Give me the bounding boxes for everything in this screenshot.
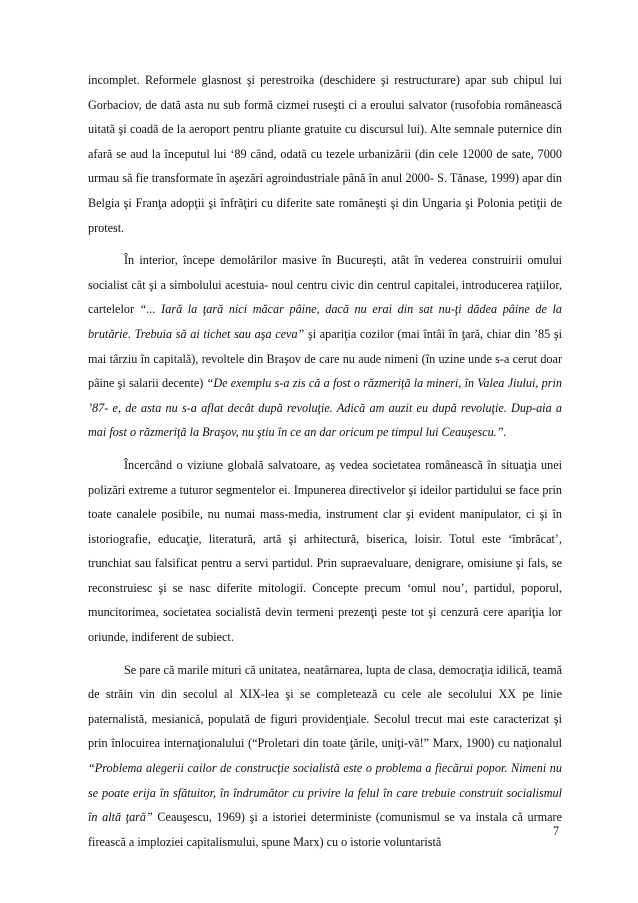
paragraph-text: Ceauşescu, 1969) şi a istoriei deterministe (comunismul se va instala că urmare firească a imploziei capitalismului, spune Marx) cu o istorie voluntaristă: [88, 810, 562, 849]
quote-text: “Problema alegerii cailor de construcţie socialistă este o problema a fiecărui popor. Nimeni nu se poate erija în sfătuitor, în îndrumător cu privire la felul în care trebuie construit socialismul în altă ţară”: [88, 761, 562, 825]
paragraph: [88, 248, 562, 445]
paragraph-text: şi apariţia cozilor (mai întâi în ţară, chiar din ’85 şi mai târziu în capitală), revoltele din Braşov de care nu aude nimeni (în uzine unde s-a cerut doar pâine şi salarii decente): [88, 326, 562, 391]
paragraph-text: incomplet. Reformele glasnost şi perestroika (deschidere şi restructurare) apar sub chipul lui Gorbaciov, de dată asta nu sub formă cizmei ruseşti ci a eroului salvator (rusofobia românească uitată şi coadă de la aeroport pentru pliante gratuite cu discursul lui). Alte semnale puternice din afară se aud la începutul lui ‘89 când, odată cu tezele urbanizării (din cele 12000 de sate, 7000 urmau să fie transformate în aşezări agroindustriale până în anul 2000- S. Tănase, 1999) apar din Belgia şi Franţa adopţii şi înfrăţiri cu diferite sate româneşti şi din Ungaria şi Polonia petiţii de protest.: [88, 73, 562, 235]
paragraph-text: În interior, începe demolărilor masive în Bucureşti, atât în vederea construirii omului socialist cât şi a simbolului acestuia- noul centru civic din centrul capitalei, introducerea raţiilor, cartelelor: [88, 253, 562, 317]
body-text: [88, 68, 562, 862]
paragraph-text: Se pare că marile mituri că unitatea, neatârnarea, lupta de clasa, democraţia idilică, teamă de străin vin din secolul al XIX-lea şi se completează cu cele ale secolului XX pe linie paternalistă, mesianică, populată de figuri providenţiale. Secolul trecut mai este caracterizat şi prin înlocuirea internaţionalului (“Proletari din toate ţările, uniţi-vă!” Marx, 1900) cu naţionalul: [88, 662, 562, 751]
page-number: 7: [553, 824, 560, 838]
paragraph: [88, 658, 562, 855]
paragraph: [88, 453, 562, 650]
quote-text: “... Iară la ţară nici măcar pâine, dacă nu erai din sat nu-ţi dădea pâine de la brutărie. Trebuia să ai tichet sau aşa ceva”: [88, 302, 562, 341]
paragraph-text: Încercând o viziune globală salvatoare, aş vedea societatea românească în situaţia unei polizări extreme a tuturor segmentelor ei. Impunerea directivelor şi ideilor partidului se face prin toate canalele posibile, nu numai mass-media, instrument clar şi evident manipulator, ci şi în istoriografie, educaţie, literatură, artă şi arhitectură, biserica, loisir. Totul este ‘îmbrăcat’, trunchiat sau falsificat pentru a servi partidul. Prin supraevaluare, denigrare, omisiune şi fals, se reconstruiesc şi se nasc diferite mitologii. Concepte precum ‘omul nou’, partidul, poporul, muncitorimea, societatea socialistă devin termeni prezenţi peste tot şi cenzură cere apariţia lor oriunde, indiferent de subiect.: [88, 457, 562, 645]
quote-text: “De exemplu s-a zis că a fost o răzmeriţă la mineri, în Valea Jiului, prin ’87- e, de asta nu s-a aflat decât după revoluţie. Adică am auzit eu după revoluţie. Dup-aia a mai fost o răzmeriţă la Braşov, nu ştiu în ce an dar oricum pe timpul lui Ceauşescu.”.: [88, 376, 563, 440]
paragraph: [88, 68, 562, 240]
